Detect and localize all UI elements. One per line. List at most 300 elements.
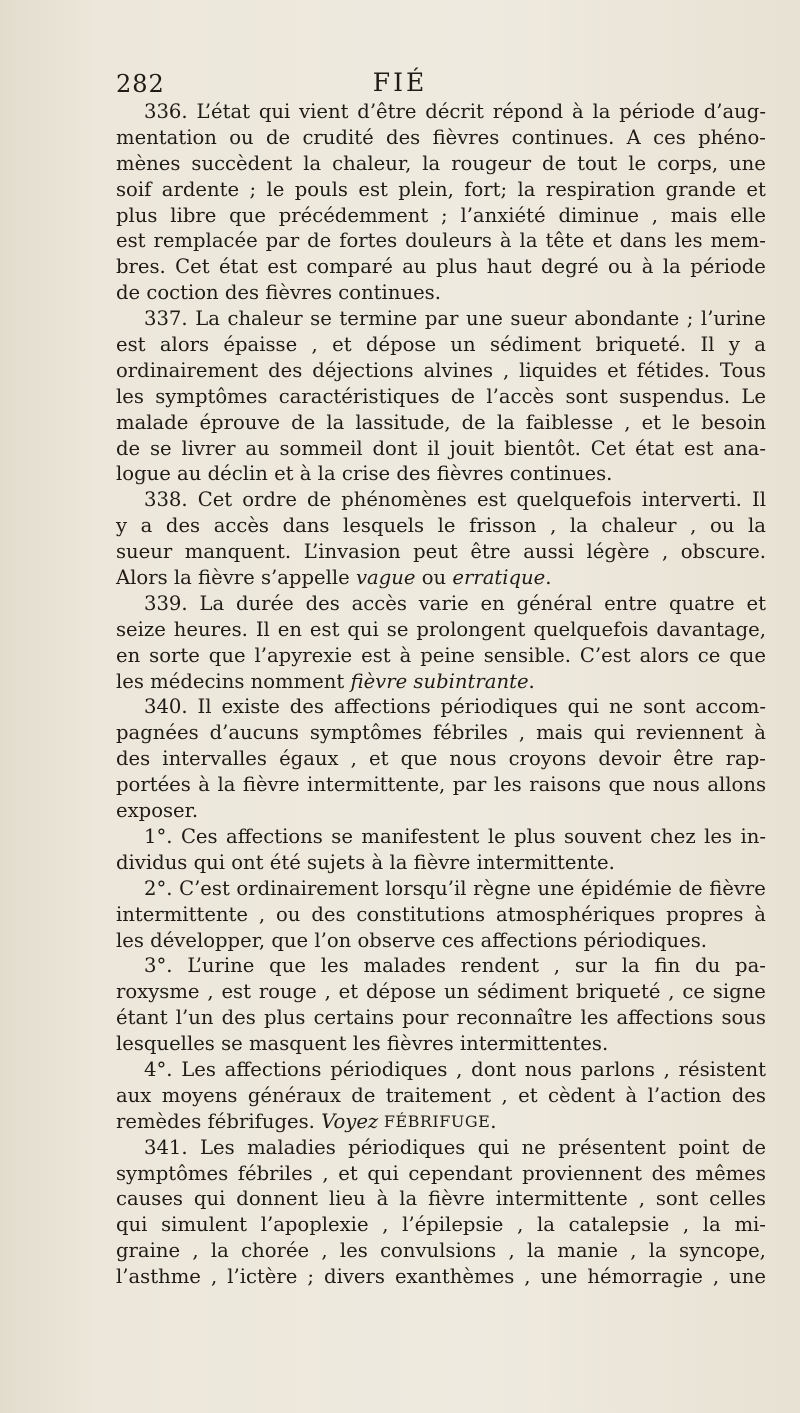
- word: lesquels: [343, 514, 425, 538]
- word: par: [265, 229, 300, 253]
- word: décrit: [425, 100, 484, 123]
- word: sensible.: [483, 643, 571, 667]
- text-line: [116, 177, 766, 203]
- word: Il: [700, 333, 715, 357]
- text-line: [116, 254, 766, 280]
- word: 337.: [144, 307, 188, 331]
- body-text: [116, 99, 766, 1290]
- word: douleurs: [405, 229, 492, 253]
- word: généraux: [247, 1083, 341, 1107]
- word: le: [672, 410, 691, 434]
- word: alvines: [423, 358, 494, 382]
- word: constitutions: [356, 902, 486, 926]
- word: manie: [557, 1239, 618, 1263]
- text-line: [116, 1083, 766, 1109]
- word: corps,: [657, 151, 719, 175]
- word: Cet: [175, 255, 210, 279]
- word: à: [376, 1187, 389, 1211]
- word: le: [628, 151, 647, 175]
- word: in-: [740, 824, 766, 848]
- text-line: [116, 1238, 766, 1264]
- word: être: [470, 540, 511, 564]
- word: ,: [638, 1187, 645, 1211]
- word: au: [402, 255, 427, 279]
- text-line: [116, 228, 766, 254]
- word: 341.: [144, 1135, 188, 1159]
- word: intermittente: [116, 902, 248, 926]
- word: Tous: [719, 358, 766, 382]
- text-line: [116, 203, 766, 229]
- word: ,: [456, 1057, 463, 1081]
- word: en: [116, 643, 141, 667]
- word: nous: [524, 1057, 572, 1081]
- word: 1°.: [144, 824, 173, 848]
- word: reconnaître: [456, 1006, 573, 1030]
- word: de: [461, 410, 486, 434]
- word: bientôt.: [504, 436, 581, 460]
- word: et: [332, 333, 352, 357]
- word: des: [731, 1083, 766, 1107]
- word: quelquefois: [516, 488, 632, 512]
- word: périodiques: [330, 1057, 448, 1081]
- text-line: [116, 694, 766, 720]
- word: simulent: [161, 1213, 248, 1237]
- word: rougeur: [451, 151, 532, 175]
- word: fortes: [339, 229, 398, 253]
- word: quatre: [668, 591, 735, 615]
- word: un: [450, 333, 476, 357]
- word: peine: [420, 643, 475, 667]
- word: traitement: [385, 1083, 492, 1107]
- word: dépose: [365, 980, 437, 1004]
- word: dans: [619, 229, 667, 253]
- word: reviennent: [636, 721, 744, 745]
- word: nous: [449, 747, 497, 771]
- word: chaleur,: [332, 151, 412, 175]
- word: ,: [501, 1083, 508, 1107]
- word: C’est: [179, 876, 230, 900]
- word: qui: [367, 1161, 399, 1185]
- word: sont: [643, 695, 686, 719]
- word: durée: [236, 591, 294, 615]
- word: haut: [486, 255, 532, 279]
- word: maladies: [247, 1135, 336, 1159]
- word: degré: [540, 255, 599, 279]
- word: la: [592, 100, 611, 123]
- word: état: [219, 255, 259, 279]
- word: accès: [213, 514, 269, 538]
- word: chaleur: [227, 307, 303, 331]
- word: C’est: [579, 643, 631, 667]
- word: ou: [276, 902, 301, 926]
- word: des: [165, 514, 201, 538]
- word: cependant: [408, 1161, 513, 1185]
- word: par: [424, 307, 459, 331]
- word: période: [619, 100, 695, 123]
- word: des: [289, 695, 324, 719]
- text-segment: .: [490, 1109, 497, 1133]
- word: ou: [709, 514, 735, 538]
- word: mènes: [116, 151, 181, 175]
- word: L’urine: [187, 954, 255, 978]
- word: à: [499, 229, 512, 253]
- word: ardente: [161, 177, 240, 201]
- word: ,: [322, 1161, 329, 1185]
- word: abondante: [574, 307, 680, 331]
- word: de: [450, 384, 475, 408]
- word: libre: [170, 203, 217, 227]
- word: moyens: [161, 1083, 238, 1107]
- word: qui: [477, 1135, 510, 1159]
- word: pagnées: [116, 721, 199, 745]
- word: certains: [313, 1006, 395, 1030]
- word: sous: [721, 1006, 766, 1030]
- text-line: [116, 1264, 766, 1290]
- word: chorée: [241, 1239, 310, 1263]
- word: sont: [655, 1187, 699, 1211]
- word: ;: [249, 177, 257, 201]
- word: la: [621, 954, 640, 978]
- word: ,: [518, 721, 526, 745]
- word: à: [198, 773, 210, 797]
- word: et: [338, 1161, 358, 1185]
- word: ;: [307, 1265, 315, 1289]
- word: l’ictère: [227, 1265, 298, 1289]
- word: du: [695, 954, 721, 978]
- word: au: [245, 436, 270, 460]
- word: d’être: [357, 100, 417, 123]
- word: à: [399, 643, 412, 667]
- word: de: [307, 229, 332, 253]
- word: des: [268, 358, 303, 382]
- text-line: [116, 513, 766, 539]
- word: sorte: [149, 643, 200, 667]
- word: et: [338, 980, 359, 1004]
- word: interverti.: [641, 488, 742, 512]
- word: sueur: [116, 540, 173, 564]
- word: les: [339, 1239, 368, 1263]
- word: faiblesse: [525, 410, 614, 434]
- text-line: [116, 798, 766, 824]
- word: et: [746, 591, 766, 615]
- word: chez: [650, 824, 696, 848]
- word: des: [311, 902, 346, 926]
- word: résistent: [678, 1057, 766, 1081]
- word: termine: [339, 307, 418, 331]
- word: ,: [382, 1213, 389, 1237]
- word: heures.: [173, 617, 248, 641]
- word: 336.: [144, 100, 188, 123]
- word: est: [267, 255, 297, 279]
- text-segment: exposer.: [116, 799, 199, 823]
- word: l’épilepsie: [402, 1213, 504, 1237]
- text-line: [116, 1109, 766, 1135]
- word: ordinairement: [116, 358, 259, 382]
- word: quelquefois: [533, 617, 649, 641]
- word: y: [728, 333, 740, 357]
- word: ;: [686, 307, 694, 331]
- word: la: [217, 773, 236, 797]
- word: signe: [712, 980, 766, 1004]
- word: est: [309, 617, 340, 641]
- text-line: [116, 280, 766, 306]
- word: alors: [159, 333, 210, 357]
- word: Ces: [180, 824, 218, 848]
- page-number: 282: [116, 70, 165, 98]
- word: se: [150, 436, 172, 460]
- word: de: [678, 876, 703, 900]
- word: briqueté: [576, 980, 661, 1004]
- word: ,: [550, 514, 557, 538]
- word: y: [116, 514, 128, 538]
- text-line: [116, 1005, 766, 1031]
- word: ,: [210, 1265, 218, 1289]
- word: 2°.: [144, 876, 173, 900]
- word: plus: [514, 824, 556, 848]
- word: affections: [333, 695, 431, 719]
- text-line: [116, 617, 766, 643]
- word: le: [487, 824, 506, 848]
- text-line: [116, 410, 766, 436]
- word: ces: [653, 125, 686, 149]
- word: l’urine: [700, 307, 766, 331]
- word: Il: [197, 695, 212, 719]
- text-segment: les médecins nomment: [116, 669, 351, 693]
- word: graine: [116, 1239, 181, 1263]
- word: que: [208, 643, 246, 667]
- word: éprouve: [199, 410, 281, 434]
- word: aux: [116, 1083, 152, 1107]
- word: ,: [192, 1239, 199, 1263]
- word: dans: [282, 514, 330, 538]
- word: 339.: [144, 591, 188, 615]
- word: seize: [116, 617, 166, 641]
- word: Le: [741, 384, 766, 408]
- word: la: [326, 410, 345, 434]
- word: ,: [668, 980, 675, 1004]
- text-line: [116, 1057, 766, 1083]
- word: la: [210, 1239, 229, 1263]
- word: liquides: [519, 358, 598, 382]
- text-line: [116, 1186, 766, 1212]
- word: comparé: [306, 255, 393, 279]
- word: symptômes: [116, 1161, 229, 1185]
- word: jouit: [449, 436, 495, 460]
- word: qui: [347, 617, 379, 641]
- text-segment: .: [528, 669, 535, 693]
- word: que: [608, 773, 646, 797]
- word: dont: [372, 436, 418, 460]
- word: L’état: [196, 100, 251, 123]
- word: 340.: [144, 695, 188, 719]
- word: crudité: [302, 125, 374, 149]
- word: épidémie: [580, 876, 672, 900]
- word: d’aucuns: [209, 721, 299, 745]
- word: raisons: [529, 773, 602, 797]
- word: causes: [116, 1187, 183, 1211]
- word: portées: [116, 773, 191, 797]
- word: elle: [730, 203, 766, 227]
- word: dépose: [365, 333, 437, 357]
- word: fièvre: [709, 876, 766, 900]
- word: une: [729, 151, 766, 175]
- word: ,: [682, 1213, 690, 1237]
- word: malade: [116, 410, 189, 434]
- text-line: [116, 332, 766, 358]
- word: sédiment: [490, 333, 582, 357]
- word: la: [747, 514, 766, 538]
- word: la: [519, 229, 538, 253]
- word: affections: [226, 824, 323, 848]
- word: est: [683, 436, 714, 460]
- word: est: [116, 229, 146, 253]
- text-line: [116, 539, 766, 565]
- word: de: [307, 488, 332, 512]
- word: des: [116, 747, 151, 771]
- word: de: [542, 151, 567, 175]
- word: briqueté.: [595, 333, 687, 357]
- word: celles: [709, 1187, 766, 1211]
- word: se: [386, 617, 409, 641]
- word: divers: [324, 1265, 385, 1289]
- word: les: [493, 773, 522, 797]
- word: Cet: [590, 436, 626, 460]
- word: de: [351, 1083, 376, 1107]
- word: bres.: [116, 255, 166, 279]
- word: hémorragie: [587, 1265, 703, 1289]
- text-line: [116, 125, 766, 151]
- word: ,: [517, 1213, 524, 1237]
- word: l’apoplexie: [260, 1213, 369, 1237]
- text-line: [116, 1031, 766, 1057]
- word: L’invasion: [303, 540, 401, 564]
- word: catalepsie: [568, 1213, 670, 1237]
- word: fièvre: [428, 1187, 485, 1211]
- word: épaisse: [223, 333, 298, 357]
- word: la: [662, 255, 681, 279]
- word: une: [540, 1265, 578, 1289]
- word: plus: [263, 1006, 306, 1030]
- text-segment: Alors la fièvre s’appelle: [116, 566, 356, 590]
- word: plus: [116, 203, 158, 227]
- word: fétides.: [636, 358, 710, 382]
- word: à: [754, 902, 766, 926]
- word: les: [674, 229, 703, 253]
- word: l’apyrexie: [254, 643, 353, 667]
- word: le: [437, 514, 456, 538]
- word: ,: [324, 980, 331, 1004]
- word: affections: [616, 1006, 714, 1030]
- text-line: [116, 746, 766, 772]
- word: et: [518, 1083, 538, 1107]
- word: de: [741, 1135, 766, 1159]
- word: Les: [200, 1135, 235, 1159]
- word: pa-: [735, 954, 766, 978]
- word: a: [140, 514, 153, 538]
- word: peut: [413, 540, 458, 564]
- word: diminue: [558, 203, 639, 227]
- word: a: [754, 333, 766, 357]
- word: la: [517, 177, 536, 201]
- word: intervalles: [162, 747, 267, 771]
- word: alors: [639, 643, 689, 667]
- word: plein,: [398, 177, 454, 201]
- word: Les: [181, 1057, 216, 1081]
- word: ,: [690, 514, 697, 538]
- word: la: [648, 1239, 667, 1263]
- word: est: [221, 980, 251, 1004]
- word: lassitude,: [355, 410, 451, 434]
- word: lorsqu’il: [385, 876, 467, 900]
- word: et: [641, 410, 662, 434]
- word: ordinairement: [236, 876, 379, 900]
- word: répond: [492, 100, 564, 123]
- italic-text: erratique: [452, 566, 546, 590]
- italic-text: vague: [355, 566, 416, 590]
- word: donnent: [236, 1187, 318, 1211]
- word: lieu: [328, 1187, 366, 1211]
- word: des: [305, 591, 340, 615]
- word: qui: [567, 695, 600, 719]
- word: l’un: [175, 1006, 214, 1030]
- word: une: [466, 307, 503, 331]
- word: fièvres: [432, 125, 500, 149]
- word: la: [399, 1187, 418, 1211]
- text-line: [116, 591, 766, 617]
- word: Il: [751, 488, 766, 512]
- text-segment: ou: [415, 566, 453, 590]
- text-segment: remèdes fébrifuges.: [116, 1109, 322, 1133]
- word: l’accès: [486, 384, 555, 408]
- word: ,: [662, 540, 669, 564]
- text-line: [116, 306, 766, 332]
- word: la: [527, 1239, 545, 1263]
- word: proviennent: [522, 1161, 643, 1185]
- word: que: [729, 643, 766, 667]
- word: les: [704, 824, 732, 848]
- word: phéno-: [698, 125, 766, 149]
- word: présentent: [558, 1135, 666, 1159]
- word: l’anxiété: [460, 203, 546, 227]
- word: d’aug-: [703, 100, 766, 123]
- word: ce: [697, 643, 721, 667]
- word: ,: [350, 747, 357, 771]
- text-segment: dividus qui ont été sujets à la fièvre intermittente.: [116, 850, 615, 874]
- word: se: [310, 307, 332, 331]
- word: souvent: [564, 824, 642, 848]
- word: ;: [441, 203, 448, 227]
- word: parlons: [580, 1057, 655, 1081]
- text-line: [116, 850, 766, 876]
- word: dont: [471, 1057, 516, 1081]
- word: ,: [663, 1057, 670, 1081]
- text-line: [116, 1135, 766, 1161]
- word: allons: [707, 773, 766, 797]
- word: qui: [593, 721, 626, 745]
- word: est: [358, 177, 388, 201]
- word: ,: [524, 1265, 531, 1289]
- word: frisson: [469, 514, 537, 538]
- word: chaleur: [601, 514, 677, 538]
- italic-text: Voyez: [321, 1109, 379, 1133]
- word: ordre: [242, 488, 297, 512]
- word: qui: [258, 100, 291, 123]
- word: ne: [521, 1135, 546, 1159]
- word: syncope,: [679, 1239, 766, 1263]
- word: manquent.: [184, 540, 292, 564]
- text-line: [116, 772, 766, 798]
- word: et: [607, 358, 627, 382]
